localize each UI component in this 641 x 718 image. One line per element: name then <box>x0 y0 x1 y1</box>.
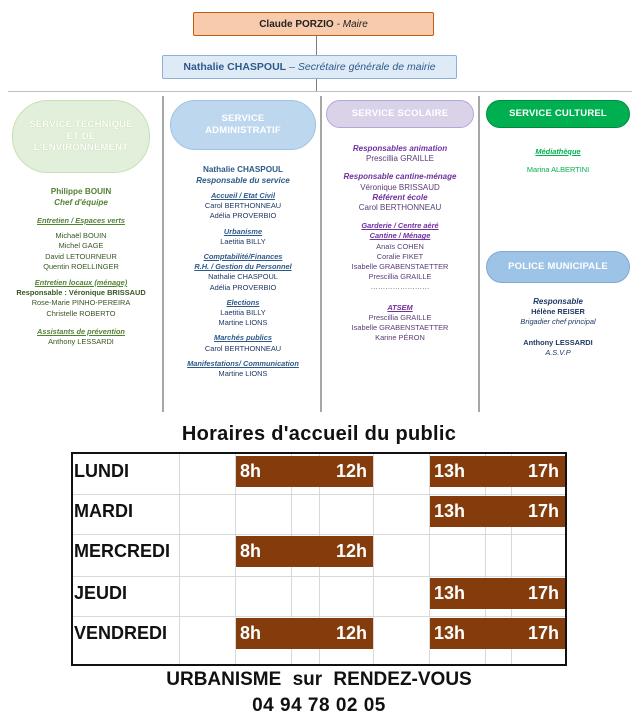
day-label: LUNDI <box>74 461 129 481</box>
staff-name: Adélia PROVERBIO <box>209 282 277 292</box>
opening-time: 8h <box>240 461 262 481</box>
opening-time: 13h <box>434 623 466 643</box>
section-responsible: Responsable : Véronique BRISSAUD <box>16 288 146 298</box>
day-label: VENDREDI <box>74 623 168 643</box>
service-technique-staff <box>12 186 150 353</box>
staff-name: Carol BERTHONNEAU <box>204 201 282 211</box>
staff-name: Isabelle GRABENSTAETTER <box>351 323 449 333</box>
section-heading: Entretien locaux (ménage) <box>34 278 128 288</box>
service-title: SERVICE ADMINISTRATIF <box>205 113 281 136</box>
staff-name: Quentin ROELLINGER <box>43 261 119 271</box>
mayor-box <box>193 12 434 36</box>
schedule-row <box>71 454 567 489</box>
schedule-title: Horaires d'accueil du public <box>181 422 457 445</box>
schedule-row <box>71 576 567 611</box>
opening-hours-table <box>71 416 567 718</box>
staff-name: Anthony LESSARDI <box>48 337 114 347</box>
morning-slot <box>236 456 373 487</box>
service-technique-header <box>12 100 150 173</box>
opening-time: 13h <box>434 583 466 603</box>
phone-number: 04 94 78 02 05 <box>252 695 386 716</box>
staff-name: Martine LIONS <box>218 318 268 328</box>
secretary-name: Nathalie CHASPOUL <box>183 61 287 73</box>
staff-name: Prescillia GRAILLE <box>365 154 435 164</box>
section-heading: Responsable cantine-ménage <box>343 172 457 182</box>
afternoon-slot <box>430 618 565 649</box>
opening-time: 8h <box>240 541 262 561</box>
staff-name: Adélia PROVERBIO <box>209 211 277 221</box>
closing-time: 17h <box>527 501 559 521</box>
staff-name: David LETOURNEUR <box>45 251 117 261</box>
closing-time: 12h <box>335 541 367 561</box>
divider <box>8 91 632 92</box>
service-title: POLICE MUNICIPALE <box>508 261 608 273</box>
staff-name: Prescillia GRAILLE <box>368 272 432 282</box>
schedule-row <box>71 494 567 529</box>
staff-name: Karine PÉRON <box>375 333 425 343</box>
column-divider <box>478 96 480 412</box>
day-label: MERCREDI <box>74 541 171 561</box>
service-scolaire-header <box>326 100 474 128</box>
section-heading: R.H. / Gestion du Personnel <box>194 262 292 272</box>
day-label: MARDI <box>74 501 133 521</box>
staff-name: Carol BERTHONNEAU <box>358 203 442 213</box>
section-heading: Assistants de prévention <box>37 326 125 336</box>
staff-name: Nathalie CHASPOUL <box>208 272 278 282</box>
service-administratif-staff <box>166 164 320 385</box>
service-title: SERVICE TECHNIQUE ET DE L'ENVIRONNEMENT <box>29 118 133 154</box>
staff-name: Véronique BRISSAUD <box>360 182 440 192</box>
afternoon-slot <box>430 578 565 609</box>
section-heading: Responsable <box>533 297 583 306</box>
staff-name: Rose-Marie PINHO-PEREIRA <box>31 298 131 308</box>
service-title: SERVICE CULTUREL <box>509 108 607 120</box>
secretary-role: – Secrétaire générale de mairie <box>289 61 436 73</box>
service-culturel-staff <box>482 147 634 175</box>
separator-dots: …………………… <box>370 282 430 292</box>
day-label: JEUDI <box>74 583 128 603</box>
staff-name: Prescillia GRAILLE <box>368 312 432 322</box>
closing-time: 17h <box>527 461 559 481</box>
section-heading: Entretien / Espaces verts <box>37 216 125 225</box>
section-heading: Référent école <box>372 192 428 202</box>
section-heading: Médiathèque <box>535 147 581 156</box>
section-heading: Elections <box>226 297 260 307</box>
connector-line <box>316 36 317 55</box>
staff-name: Michel GAGE <box>58 241 104 251</box>
section-heading: Manifestations/ Communication <box>187 358 299 368</box>
closing-time: 17h <box>527 583 559 603</box>
morning-slot <box>236 618 373 649</box>
section-heading: Cantine / Ménage <box>369 231 431 241</box>
service-culturel-header <box>486 100 630 128</box>
chief-role: Chef d'équipe <box>54 198 108 207</box>
connector-line <box>316 79 317 91</box>
urbanisme-note: URBANISME sur RENDEZ-VOUS <box>166 669 472 690</box>
section-heading: Responsables animation <box>352 144 448 153</box>
section-heading: ATSEM <box>387 302 413 312</box>
staff-name: Laetitia BILLY <box>220 308 266 318</box>
closing-time: 12h <box>335 461 367 481</box>
service-scolaire-staff <box>324 144 476 349</box>
column-divider <box>320 96 322 412</box>
mayor-name: Claude PORZIO <box>259 18 334 30</box>
afternoon-slot <box>430 456 565 487</box>
staff-name: Laetitia BILLY <box>220 236 266 246</box>
schedule-row <box>71 534 567 569</box>
mayor-role: - Maire <box>336 18 368 30</box>
opening-time: 8h <box>240 623 262 643</box>
staff-name: Anthony LESSARDI <box>523 337 593 347</box>
head-role: Responsable du service <box>196 176 290 185</box>
secretary-box <box>162 55 457 79</box>
police-municipale-header <box>486 251 630 283</box>
closing-time: 17h <box>527 623 559 643</box>
closing-time: 12h <box>335 623 367 643</box>
section-heading: Urbanisme <box>223 226 263 236</box>
service-title: SERVICE SCOLAIRE <box>351 108 449 120</box>
morning-slot <box>236 536 373 567</box>
section-heading: Marchés publics <box>214 333 272 343</box>
head-name: Nathalie CHASPOUL <box>202 165 284 174</box>
staff-name: Christelle ROBERTO <box>46 308 116 318</box>
police-municipale-staff <box>482 297 634 358</box>
afternoon-slot <box>430 496 565 527</box>
staff-role: A.S.V.P <box>545 347 571 357</box>
staff-name: Michaël BOUIN <box>55 231 107 241</box>
schedule-row <box>71 616 567 651</box>
chief-name: Philippe BOUIN <box>50 187 112 196</box>
staff-name: Martine LIONS <box>218 369 268 379</box>
section-heading: Accueil / Etat Civil <box>210 191 276 200</box>
service-administratif-header <box>170 100 316 150</box>
opening-time: 13h <box>434 461 466 481</box>
section-heading: Garderie / Centre aéré <box>361 221 439 231</box>
staff-role: Brigadier chef principal <box>520 317 596 327</box>
staff-name: Marina ALBERTINI <box>526 165 590 175</box>
staff-name: Carol BERTHONNEAU <box>204 343 282 353</box>
opening-time: 13h <box>434 501 466 521</box>
section-heading: Comptabilité/Finances <box>203 252 283 262</box>
staff-name: Coralie FIKET <box>376 251 424 261</box>
staff-name: Isabelle GRABENSTAETTER <box>351 262 449 272</box>
column-divider <box>162 96 164 412</box>
staff-name: Anaïs COHEN <box>376 241 424 251</box>
staff-name: Hélène REISER <box>531 307 585 317</box>
